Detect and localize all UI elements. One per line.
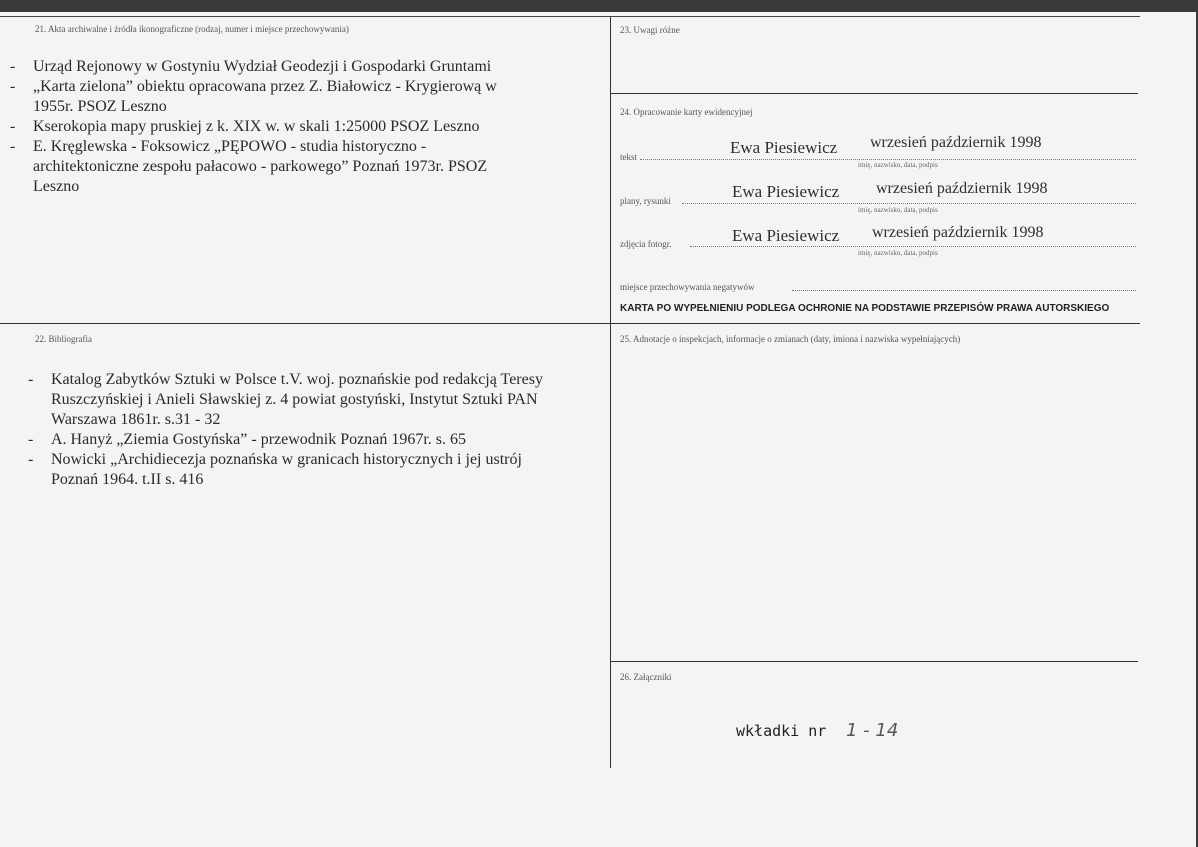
section23-label: 23. Uwagi różne — [620, 25, 680, 35]
bottom-divider — [610, 323, 611, 768]
section22-list — [28, 370, 568, 490]
attachments-typed: wkładki nr — [736, 722, 827, 740]
list-item: - Kserokopia mapy pruskiej z k. XIX w. w skali 1:25000 PSOZ Leszno — [10, 118, 480, 135]
author-name: Ewa Piesiewicz — [732, 226, 840, 245]
list-dash: - — [10, 118, 16, 135]
list-item: - Katalog Zabytków Sztuki w Polsce t.V. woj. poznańskie pod redakcją Teresy Ruszczyńskiej i Anieli Sławskiej z. 4 powiat gostyński, Instytut Sztuki PAN Warszawa 1861r. s.31 - 32 — [28, 371, 543, 428]
list-dash: - — [10, 58, 16, 75]
negatives-label: miejsce przechowywania negatywów — [620, 282, 755, 292]
list-item: - A. Hanyż „Ziemia Gostyńska” - przewodnik Poznań 1967r. s. 65 — [28, 431, 467, 448]
author-date: wrzesień październik 1998 — [876, 180, 1048, 197]
list-item: - E. Kręglewska - Foksowicz „PĘPOWO - studia historyczno - architektoniczne zespołu pałacowo - parkowego” Poznań 1973r. PSOZ Leszno — [10, 138, 488, 195]
scan-top-edge — [0, 0, 1198, 12]
list-dash: - — [28, 451, 34, 468]
list-item: - Urząd Rejonowy w Gostyniu Wydział Geodezji i Gospodarki Gruntami — [10, 58, 492, 75]
author-name: Ewa Piesiewicz — [732, 182, 840, 201]
section25-label: 25. Adnotacje o inspekcjach, informacje o zmianach (daty, imiona i nazwiska wypełniających) — [620, 334, 961, 344]
list-item: - Nowicki „Archidiecezja poznańska w granicach historycznych i jej ustrój Poznań 1964. t.II s. 416 — [28, 451, 522, 488]
list-dash: - — [10, 138, 16, 155]
section23-bottom-rule — [610, 93, 1138, 94]
dotted-line — [690, 246, 1136, 247]
section26-label: 26. Załączniki — [620, 672, 672, 682]
section22-label: 22. Bibliografia — [35, 334, 92, 344]
top-divider — [610, 16, 611, 323]
list-dash: - — [10, 78, 16, 95]
copyright-notice: KARTA PO WYPEŁNIENIU PODLEGA OCHRONIE NA PODSTAWIE PRZEPISÓW PRAWA AUTORSKIEGO — [620, 303, 1110, 314]
signature-caption: imię, nazwisko, data, podpis — [858, 249, 938, 257]
section25-bottom-rule — [610, 661, 1138, 662]
field-label-text: tekst — [620, 152, 637, 162]
middle-rule — [0, 323, 1140, 324]
list-item: - „Karta zielona” obiektu opracowana przez Z. Białowicz - Krygierową w 1955r. PSOZ Leszno — [10, 78, 497, 115]
list-dash: - — [28, 431, 34, 448]
section21-list — [10, 57, 530, 197]
author-date: wrzesień październik 1998 — [870, 134, 1042, 151]
attachments-handwritten: 1 - 14 — [846, 720, 899, 741]
section21-label: 21. Akta archiwalne i źródła ikonograficzne (rodzaj, numer i miejsce przechowywania) — [35, 24, 349, 34]
list-dash: - — [28, 371, 34, 388]
dotted-line — [792, 290, 1136, 291]
section24-label: 24. Opracowanie karty ewidencyjnej — [620, 107, 753, 117]
signature-caption: imię, nazwisko, data, podpis — [858, 161, 938, 169]
signature-caption: imię, nazwisko, data, podpis — [858, 206, 938, 214]
dotted-line — [682, 203, 1136, 204]
header-rule — [0, 16, 1140, 17]
field-label-plans: plany, rysunki — [620, 196, 671, 206]
dotted-line — [640, 159, 1136, 160]
author-date: wrzesień październik 1998 — [872, 224, 1044, 241]
author-name: Ewa Piesiewicz — [730, 138, 838, 157]
field-label-photos: zdjęcia fotogr. — [620, 239, 672, 249]
